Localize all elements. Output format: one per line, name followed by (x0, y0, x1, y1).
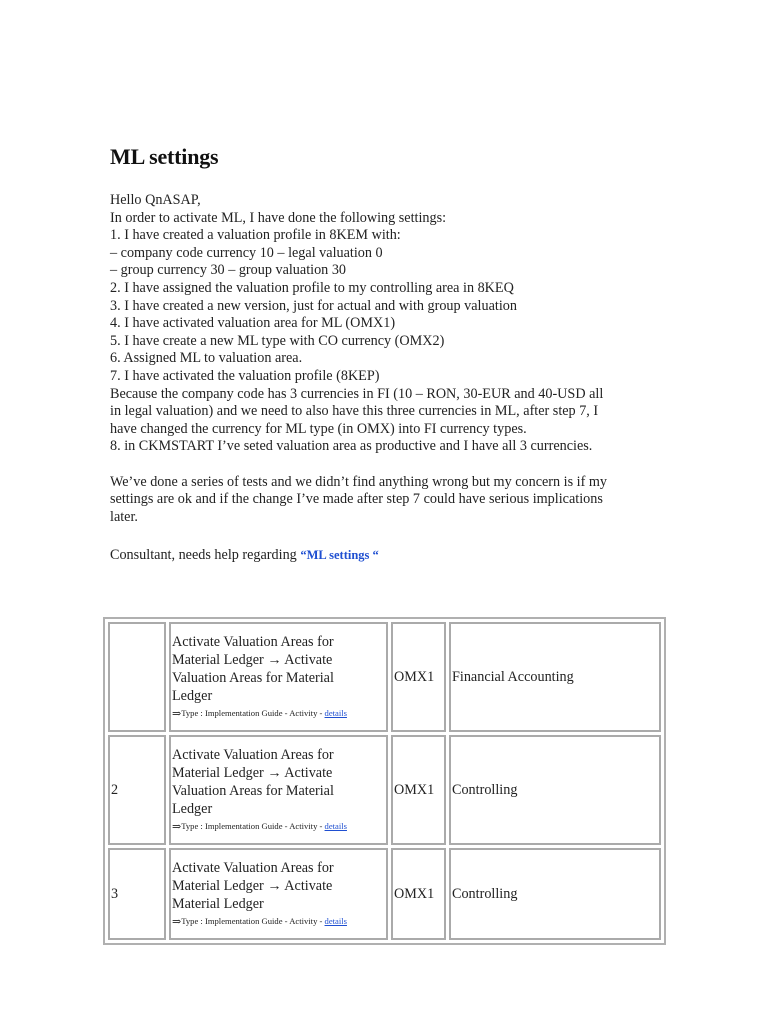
transaction-code: OMX1 (391, 848, 446, 940)
application-area: Financial Accounting (449, 622, 661, 732)
activity-line: Activate Valuation Areas for (172, 634, 334, 650)
activity-line: Valuation Areas for Material (172, 783, 334, 799)
transactions-table (103, 617, 666, 945)
activity-cell (169, 735, 388, 845)
body-line: 6. Assigned ML to valuation area. (110, 350, 303, 367)
body-line: 8. in CKMSTART I’ve seted valuation area as productive and I have all 3 currencies. (110, 438, 593, 455)
row-number: 2 (108, 735, 166, 845)
activity-line: Ledger (172, 801, 213, 817)
activity-type: Type : Implementation Guide - Activity - (181, 821, 325, 831)
activity-line: Activate Valuation Areas for (172, 860, 334, 876)
transaction-code: OMX1 (391, 622, 446, 732)
body-line: 5. I have create a new ML type with CO currency (OMX2) (110, 332, 445, 349)
paragraph-gap (110, 456, 680, 474)
details-link[interactable]: details (324, 708, 347, 718)
activity-line: Material Ledger → Activate (172, 765, 333, 781)
body-line: 1. I have created a valuation profile in 8KEM with: (110, 227, 401, 244)
arrow-icon: ⇒ (172, 916, 182, 928)
closing-line: We’ve done a series of tests and we didn’t find anything wrong but my concern is if my (110, 473, 608, 490)
request-line (110, 547, 379, 564)
activity-line: Activate Valuation Areas for (172, 747, 334, 763)
body-line: Because the company code has 3 currencies in FI (10 – RON, 30-EUR and 40-USD all (110, 385, 604, 402)
activity-meta (172, 914, 385, 929)
activity-type: Type : Implementation Guide - Activity - (181, 708, 325, 718)
table-row (108, 848, 661, 940)
table-row (108, 622, 661, 732)
body-line: 2. I have assigned the valuation profile to my controlling area in 8KEQ (110, 279, 514, 296)
body-line: in legal valuation) and we need to also have this three currencies in ML, after step 7, I (110, 403, 599, 420)
details-link[interactable]: details (324, 821, 347, 831)
transaction-code: OMX1 (391, 735, 446, 845)
body-line: In order to activate ML, I have done the following settings: (110, 209, 447, 226)
post-body (110, 192, 680, 526)
request-prefix: Consultant, needs help regarding (110, 547, 297, 563)
activity-cell (169, 848, 388, 940)
application-area: Controlling (449, 735, 661, 845)
application-area: Controlling (449, 848, 661, 940)
body-line: – company code currency 10 – legal valuation 0 (110, 244, 383, 261)
body-line: – group currency 30 – group valuation 30 (110, 262, 347, 279)
activity-line: Material Ledger (172, 896, 264, 912)
body-line: 4. I have activated valuation area for ML (OMX1) (110, 315, 396, 332)
body-line: 7. I have activated the valuation profile (8KEP) (110, 367, 380, 384)
row-number: 3 (108, 848, 166, 940)
body-line: have changed the currency for ML type (in OMX) into FI currency types. (110, 420, 527, 437)
table-row (108, 735, 661, 845)
arrow-icon: ⇒ (172, 708, 182, 720)
activity-cell (169, 622, 388, 732)
closing-line: settings are ok and if the change I’ve made after step 7 could have serious implications (110, 491, 603, 508)
activity-meta (172, 819, 385, 834)
topic-link[interactable]: “ML settings “ (300, 548, 379, 562)
activity-line: Ledger (172, 688, 213, 704)
page-title: ML settings (110, 144, 219, 169)
details-link[interactable]: details (324, 916, 347, 926)
body-line: 3. I have created a new version, just for actual and with group valuation (110, 297, 517, 314)
row-number (108, 622, 166, 732)
closing-line: later. (110, 508, 138, 525)
activity-type: Type : Implementation Guide - Activity - (181, 916, 325, 926)
arrow-icon: ⇒ (172, 821, 182, 833)
activity-line: Material Ledger → Activate (172, 878, 333, 894)
body-line: Hello QnASAP, (110, 192, 201, 208)
activity-line: Material Ledger → Activate (172, 652, 333, 668)
activity-meta (172, 706, 385, 721)
activity-line: Valuation Areas for Material (172, 670, 334, 686)
